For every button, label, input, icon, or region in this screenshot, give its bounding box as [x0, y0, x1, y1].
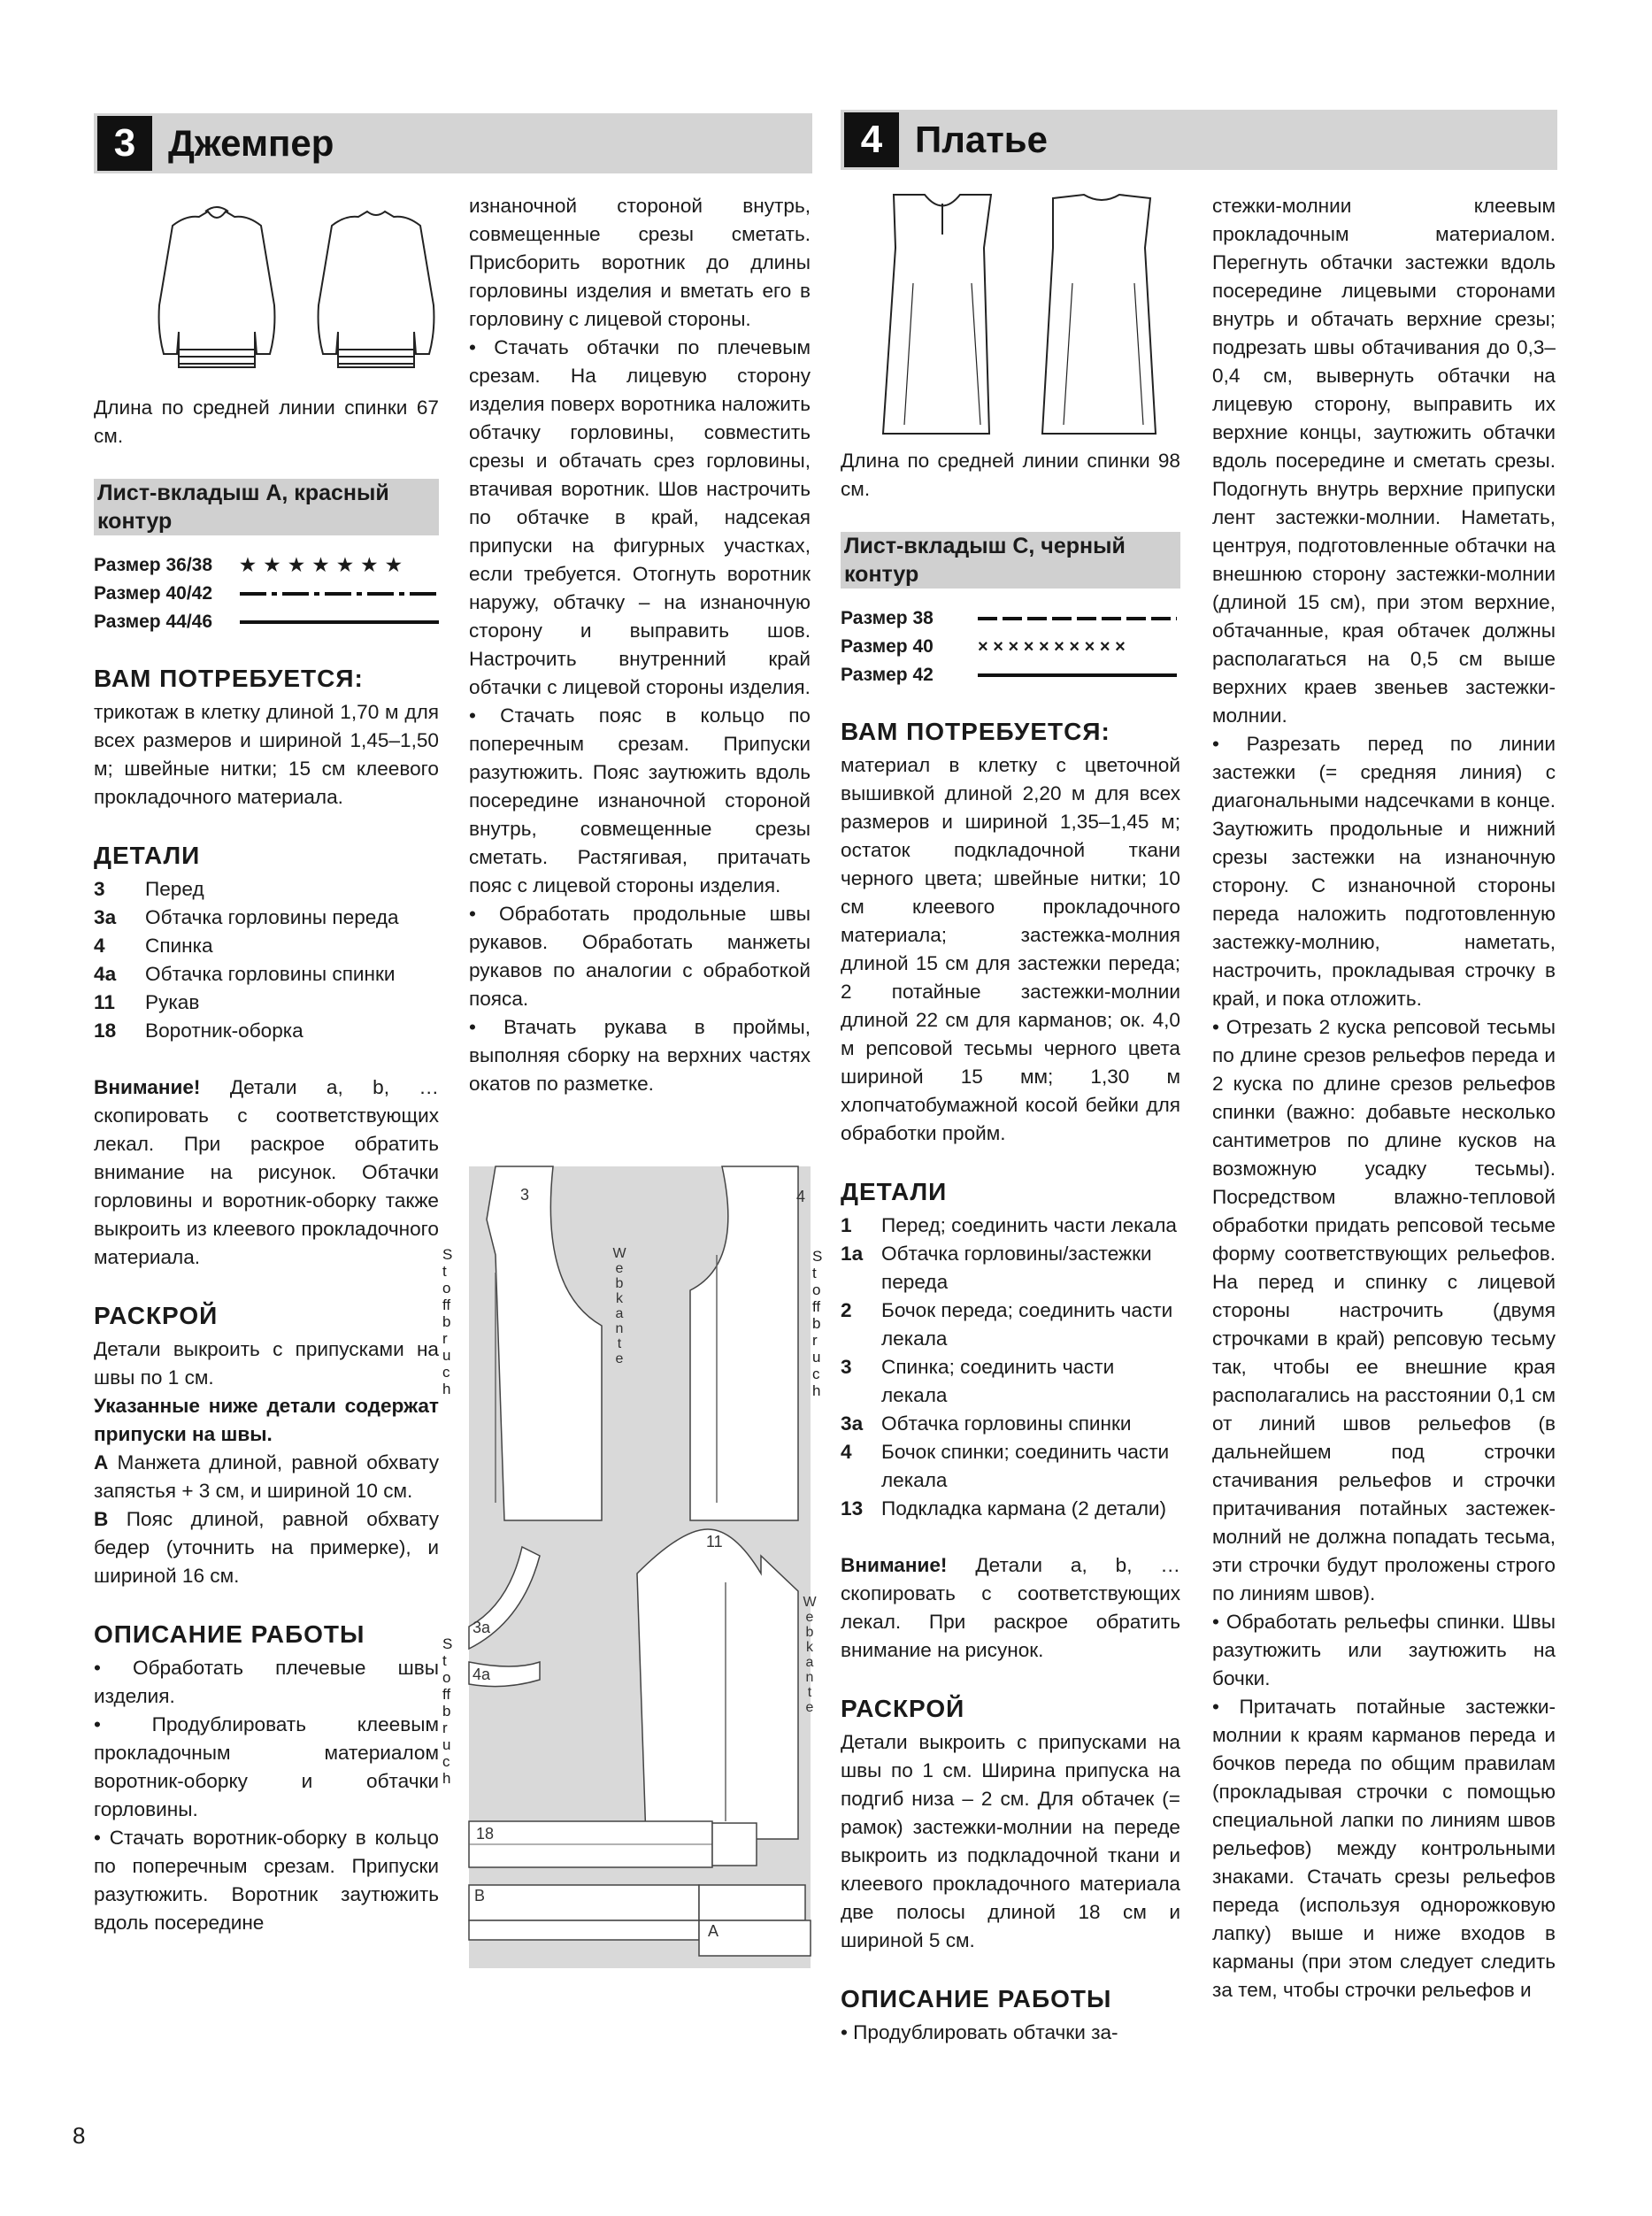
webkante-label: Webkante — [802, 1595, 818, 1715]
section-heading: ДЕТАЛИ — [841, 1178, 948, 1205]
left-column — [94, 394, 439, 1937]
cut-bold: Указанные ниже детали содержат припуски на швы. — [94, 1395, 439, 1445]
size-row — [94, 580, 439, 608]
part-number: 4 — [94, 935, 105, 957]
size-line-dashdot — [240, 590, 439, 597]
part-name: Обтачка горловины/застежки переда — [881, 1243, 1152, 1293]
section-heading: ОПИСАНИЕ РАБОТЫ — [94, 1620, 365, 1648]
cut-item-text: Манжета длиной, равной обхвату запястья + 3 см, и шириной 10 см. — [94, 1451, 439, 1502]
materials-text: материал в клетку с цветочной вышивкой длиной 2,20 м для всех размеров и шириной 1,35–1,45 м; остаток подкладочной ткани черного цвета; швейные нитки; 10 см клеевого прокладочного материала; застежка-молния длиной 15 см для застежки переда; 2 потайные застежки-молнии длиной 22 см для карманов; ок. 4,0 м репсовой тесьмы черного цвета шириной 15 мм; 1,30 м хлопчатобумажной косой бейки для обработки пройм. — [841, 754, 1180, 1144]
part-number: 2 — [841, 1299, 852, 1321]
layout-label-11: 11 — [706, 1533, 723, 1550]
part-name: Спинка — [145, 935, 213, 957]
attention-note — [841, 1551, 1180, 1665]
part-item — [94, 875, 439, 904]
size-row — [841, 633, 1180, 661]
size-row — [841, 661, 1180, 689]
section-heading: ВАМ ПОТРЕБУЕТСЯ: — [94, 665, 364, 692]
size-label: Размер 36/38 — [94, 555, 213, 575]
size-label: Размер 40 — [841, 636, 934, 657]
article-title: Платье — [915, 119, 1048, 160]
cut-item-text: Пояс длиной, равной обхвату бедер (уточнить на примерке), и шириной 16 см. — [94, 1508, 439, 1587]
layout-label-3: 3 — [520, 1186, 530, 1204]
part-number: 1 — [841, 1214, 852, 1236]
part-number: 4а — [94, 963, 117, 985]
work-step: • Обработать рельефы спинки. Швы разутюжить или заутюжить на бочки. — [1212, 1611, 1556, 1689]
work-step: • Продублировать клеевым прокладочным материалом воротник-оборку и обтачки горловины. — [94, 1713, 439, 1820]
part-item — [94, 989, 439, 1017]
parts-list — [94, 875, 439, 1045]
size-label: Размер 42 — [841, 665, 934, 685]
part-item — [841, 1297, 1180, 1353]
part-number: 1а — [841, 1243, 864, 1265]
work-step: • Втачать рукава в проймы, выполняя сборку на верхних частях окатов по разметке. — [469, 1016, 811, 1095]
pattern-sheet-label: Лист-вкладыш А, красный контур — [94, 479, 439, 535]
layout-label-4a: 4а — [473, 1666, 491, 1683]
part-number: 3 — [94, 878, 105, 900]
section-heading: ОПИСАНИЕ РАБОТЫ — [841, 1985, 1112, 2012]
attention-note — [94, 1073, 439, 1272]
layout-label-b: B — [474, 1887, 486, 1904]
part-item — [841, 1353, 1180, 1410]
article-number: 4 — [844, 112, 899, 167]
part-name: Спинка; соединить части лекала — [881, 1356, 1115, 1406]
attention-text: Детали a, b, … скопировать с соответствующих лекал. При раскрое обратить внимание на рисунок. — [841, 1554, 1180, 1661]
size-label: Размер 38 — [841, 608, 934, 628]
cut-item-b — [94, 1505, 439, 1590]
part-item — [94, 904, 439, 932]
size-legend — [841, 604, 1180, 689]
section-heading: РАСКРОЙ — [94, 1302, 219, 1329]
materials-text: трикотаж в клетку длиной 1,70 м для всех размеров и шириной 1,45–1,50 м; швейные нитки; 15 см клеевого прокладочного материала. — [94, 701, 439, 808]
size-legend — [94, 551, 439, 636]
work-step: • Стачать воротник-оборку в кольцо по поперечным срезам. Припуски разутюжить. Воротник заутюжить вдоль посередине — [94, 1827, 439, 1934]
section-heading: ДЕТАЛИ — [94, 842, 201, 869]
stoffbruch-label: Stoffbruch — [812, 1248, 823, 1399]
work-step: • Стачать пояс в кольцо по поперечным срезам. Припуски разутюжить. Пояс заутюжить вдоль посередине изнаночной стороной внутрь, совмещенные срезы сметать. Растягивая, притачать пояс с лицевой стороны изделия. — [469, 704, 811, 896]
part-number: 4 — [841, 1441, 852, 1463]
size-line-solid — [978, 672, 1177, 679]
part-number: 11 — [94, 991, 115, 1013]
part-name: Бочок переда; соединить части лекала — [881, 1299, 1173, 1350]
attention-label: Внимание! — [841, 1554, 948, 1576]
part-name: Рукав — [145, 991, 200, 1013]
right-column-2 — [1212, 192, 1556, 2004]
parts-list — [841, 1212, 1180, 1523]
part-name: Обтачка горловины спинки — [881, 1412, 1132, 1435]
part-number: 18 — [94, 1020, 117, 1042]
stoffbruch-label: Stoffbruch — [442, 1246, 453, 1397]
part-number: 13 — [841, 1497, 864, 1520]
work-step: • Отрезать 2 куска репсовой тесьмы по длине срезов рельефов переда и 2 куска по длине срезов рельефов спинки (важно: добавьте несколько сантиметров по длине кусков на возможную усадку тесьмы). Посредством влажно-тепловой обработки придать репсовой тесьме форму соответствующих рельефов. На перед и спинку с лицевой стороны настрочить (двумя строчками в край) репсовую тесьму так, чтобы ее внешние края располагались на расстоянии 0,1 см от линий швов рельефов (в дальнейшем под строчки стачивания рельефов и строчки притачивания потайных застежек-молний не должна попадать тесьма, эти строчки будут проложены строго по линиям швов). — [1212, 1016, 1556, 1604]
cut-text: Детали выкроить с припусками на швы по 1 см. Ширина припуска на подгиб низа – 2 см. Для обтачек (= рамок) застежки-молнии на переде выкроить из подкладочной ткани и клеевого прокладочного материала две полосы длиной 18 см и шириной 5 см. — [841, 1731, 1180, 1951]
part-number: 3 — [841, 1356, 852, 1378]
work-step: • Обработать продольные швы рукавов. Обработать манжеты рукавов по аналогии с обработкой пояса. — [469, 903, 811, 1010]
part-name: Подкладка кармана (2 детали) — [881, 1497, 1167, 1520]
part-item — [841, 1212, 1180, 1240]
page-number: 8 — [73, 2122, 86, 2149]
part-item — [841, 1410, 1180, 1438]
work-step: стежки-молнии клеевым прокладочным материалом. Перегнуть обтачки застежки вдоль посередине лицевыми сторонами внутрь и обтачать верхние срезы; подрезать швы обтачивания до 0,3–0,4 см, вывернуть обтачки на лицевую сторону, выправить их верхние концы, заутюжить обтачки вдоль посередине и сметать срезы. Подогнуть внутрь верхние припуски лент застежки-молнии. Наметать, центруя, подготовленные обтачки на внешнюю сторону застежки-молнии (длиной 15 см), при этом верхние, обтачанные, края обтачек должны располагаться на 0,5 см выше верхних краев звеньев застежки-молнии. — [1212, 195, 1556, 727]
pattern-sheet-label: Лист-вкладыш С, черный контур — [841, 532, 1180, 589]
work-step: • Стачать обтачки по плечевым срезам. На лицевую сторону изделия поверх воротника наложить обтачку горловины, совместить срезы и обтачать срез горловины, втачивая воротник. Шов настрочить по обтачке в край, надсекая припуски на фигурных участках, если требуется. Отогнуть воротник наружу, обтачку – на изнаночную сторону и выправить шов. Настрочить внутренний край обтачки с лицевой стороны изделия. — [469, 336, 811, 698]
size-row — [841, 604, 1180, 633]
layout-label-4: 4 — [796, 1188, 806, 1205]
cut-item-letter: А — [94, 1451, 109, 1473]
work-step: • Продублировать обтачки за- — [841, 2021, 1118, 2043]
layout-label-18: 18 — [476, 1825, 495, 1843]
part-item — [94, 1017, 439, 1045]
article-number: 3 — [97, 116, 152, 171]
part-item — [841, 1495, 1180, 1523]
work-step: • Разрезать перед по линии застежки (= средняя линия) с диагональными надсечками в конце. Заутюжить продольные и нижний срезы застежки на изнаночную сторону. С изнаночной стороны переда наложить подготовленную застежку-молнию, наметать, настрочить, прокладывая строчку в край, и пока отложить. — [1212, 733, 1556, 1010]
layout-label-3a: 3а — [473, 1619, 491, 1636]
size-line-crosses: × × × × × × × × × × — [978, 637, 1126, 657]
part-name: Перед; соединить части лекала — [881, 1214, 1177, 1236]
part-name: Воротник-оборка — [145, 1020, 304, 1042]
size-label: Размер 44/46 — [94, 612, 213, 632]
size-line-dashed — [978, 615, 1177, 622]
size-label: Размер 40/42 — [94, 583, 213, 604]
jumper-sketch — [124, 199, 442, 376]
article-title: Джемпер — [168, 122, 334, 164]
size-row — [94, 551, 439, 580]
part-item — [94, 960, 439, 989]
middle-column — [469, 192, 811, 1098]
part-item — [94, 932, 439, 960]
layout-label-a: A — [708, 1922, 719, 1940]
work-step: изнаночной стороной внутрь, совмещенные срезы сметать. Присборить воротник до длины горловины изделия и вметать его в горловину с лицевой стороны. — [469, 195, 811, 330]
part-name: Бочок спинки; соединить части лекала — [881, 1441, 1170, 1491]
part-name: Обтачка горловины спинки — [145, 963, 396, 985]
cut-note — [94, 1392, 439, 1449]
part-name: Перед — [145, 878, 204, 900]
section-heading: РАСКРОЙ — [841, 1695, 965, 1722]
part-item — [841, 1438, 1180, 1495]
size-line-solid — [240, 619, 439, 626]
section-heading: ВАМ ПОТРЕБУЕТСЯ: — [841, 718, 1110, 745]
part-number: 3а — [94, 906, 117, 928]
size-row — [94, 608, 439, 636]
size-line-stars: ★ ★ ★ ★ ★ ★ ★ — [240, 556, 403, 575]
webkante-label: Webkante — [611, 1246, 627, 1366]
attention-text: Детали a, b, … скопировать с соответствующих лекал. При раскрое обратить внимание на рисунок. Обтачки горловины и воротник-оборку также выкроить из клеевого прокладочного материала. — [94, 1076, 439, 1268]
cut-item-a — [94, 1449, 439, 1505]
article-3-header — [94, 113, 812, 173]
stoffbruch-label: Stoffbruch — [442, 1635, 453, 1787]
attention-label: Внимание! — [94, 1076, 201, 1098]
length-note: Длина по средней линии спинки 98 см. — [841, 450, 1180, 500]
cut-text: Детали выкроить с припусками на швы по 1 см. — [94, 1338, 439, 1389]
cut-item-letter: В — [94, 1508, 109, 1530]
part-item — [841, 1240, 1180, 1297]
work-step: • Притачать потайные застежки-молнии к краям карманов переда и бочков переда по общим правилам (прокладывая строчки с помощью специальной лапки по линиям швов рельефов) между контрольными знаками. Стачать срезы рельефов переда (используя однорожковую лапку) выше и ниже входов в карманы (при этом следует следить за тем, чтобы строчки рельефов и — [1212, 1696, 1556, 2001]
article-4-header — [841, 110, 1557, 170]
part-name: Обтачка горловины переда — [145, 906, 399, 928]
part-number: 3а — [841, 1412, 864, 1435]
dress-sketch — [876, 186, 1177, 442]
work-step: • Обработать плечевые швы изделия. — [94, 1657, 439, 1707]
length-note: Длина по средней линии спинки 67 см. — [94, 396, 439, 447]
right-column-1 — [841, 447, 1180, 2047]
